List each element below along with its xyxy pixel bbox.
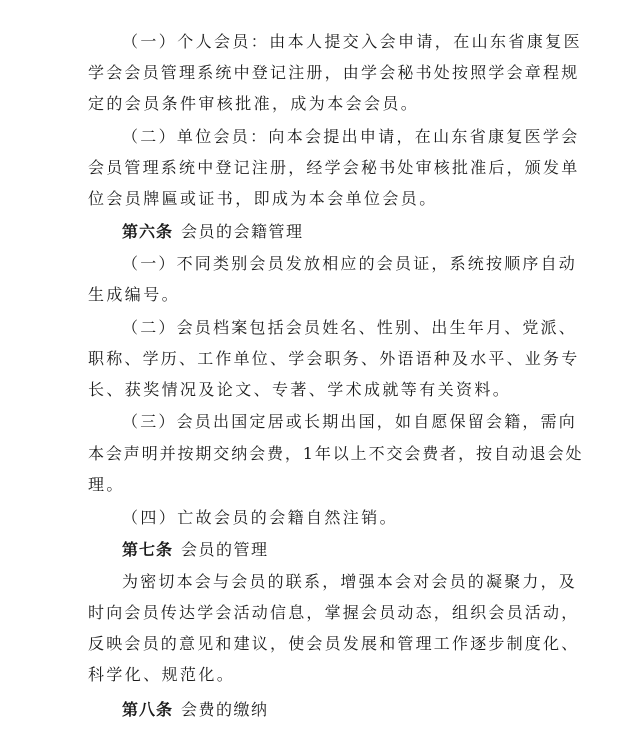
paragraph-line: 会员管理系统中登记注册，经学会秘书处审核批准后，颁发单 bbox=[88, 158, 580, 177]
article-number: 第六条 bbox=[122, 222, 174, 241]
article-title: 会员的管理 bbox=[181, 540, 269, 559]
paragraph-line: 科学化、规范化。 bbox=[88, 665, 236, 684]
paragraph-line: 反映会员的意见和建议，使会员发展和管理工作逐步制度化、 bbox=[88, 634, 580, 653]
paragraph-line: （二）单位会员：向本会提出申请，在山东省康复医学会 bbox=[122, 127, 580, 146]
paragraph-line: 长、获奖情况及论文、专著、学术成就等有关资料。 bbox=[88, 380, 512, 399]
paragraph-line: 理。 bbox=[88, 475, 125, 494]
paragraph-line: 生成编号。 bbox=[88, 285, 181, 304]
paragraph-line: 为密切本会与会员的联系，增强本会对会员的凝聚力，及 bbox=[122, 572, 578, 591]
paragraph-line: （一）不同类别会员发放相应的会员证，系统按顺序自动 bbox=[122, 254, 578, 273]
paragraph-line: （四）亡故会员的会籍自然注销。 bbox=[122, 508, 399, 527]
article-title: 会费的缴纳 bbox=[181, 700, 269, 719]
paragraph-line: （三）会员出国定居或长期出国，如自愿保留会籍，需向 bbox=[122, 412, 578, 431]
paragraph-line: 职称、学历、工作单位、学会职务、外语语种及水平、业务专 bbox=[88, 349, 580, 368]
paragraph-line: （一）个人会员：由本人提交入会申请，在山东省康复医 bbox=[122, 32, 583, 51]
article-heading bbox=[122, 698, 269, 722]
paragraph-line: 本会声明并按期交纳会费，1年以上不交会费者，按自动退会处 bbox=[88, 444, 584, 463]
article-number: 第七条 bbox=[122, 540, 174, 559]
article-number: 第八条 bbox=[122, 700, 174, 719]
article-heading bbox=[122, 538, 269, 562]
paragraph-line: 时向会员传达学会活动信息，掌握会员动态，组织会员活动， bbox=[88, 603, 580, 622]
article-heading bbox=[122, 220, 304, 244]
article-title: 会员的会籍管理 bbox=[181, 222, 304, 241]
paragraph-line: （二）会员档案包括会员姓名、性别、出生年月、党派、 bbox=[122, 318, 578, 337]
paragraph-line: 位会员牌匾或证书，即成为本会单位会员。 bbox=[88, 189, 438, 208]
paragraph-line: 学会会员管理系统中登记注册，由学会秘书处按照学会章程规 bbox=[88, 63, 580, 82]
paragraph-line: 定的会员条件审核批准，成为本会会员。 bbox=[88, 94, 420, 113]
